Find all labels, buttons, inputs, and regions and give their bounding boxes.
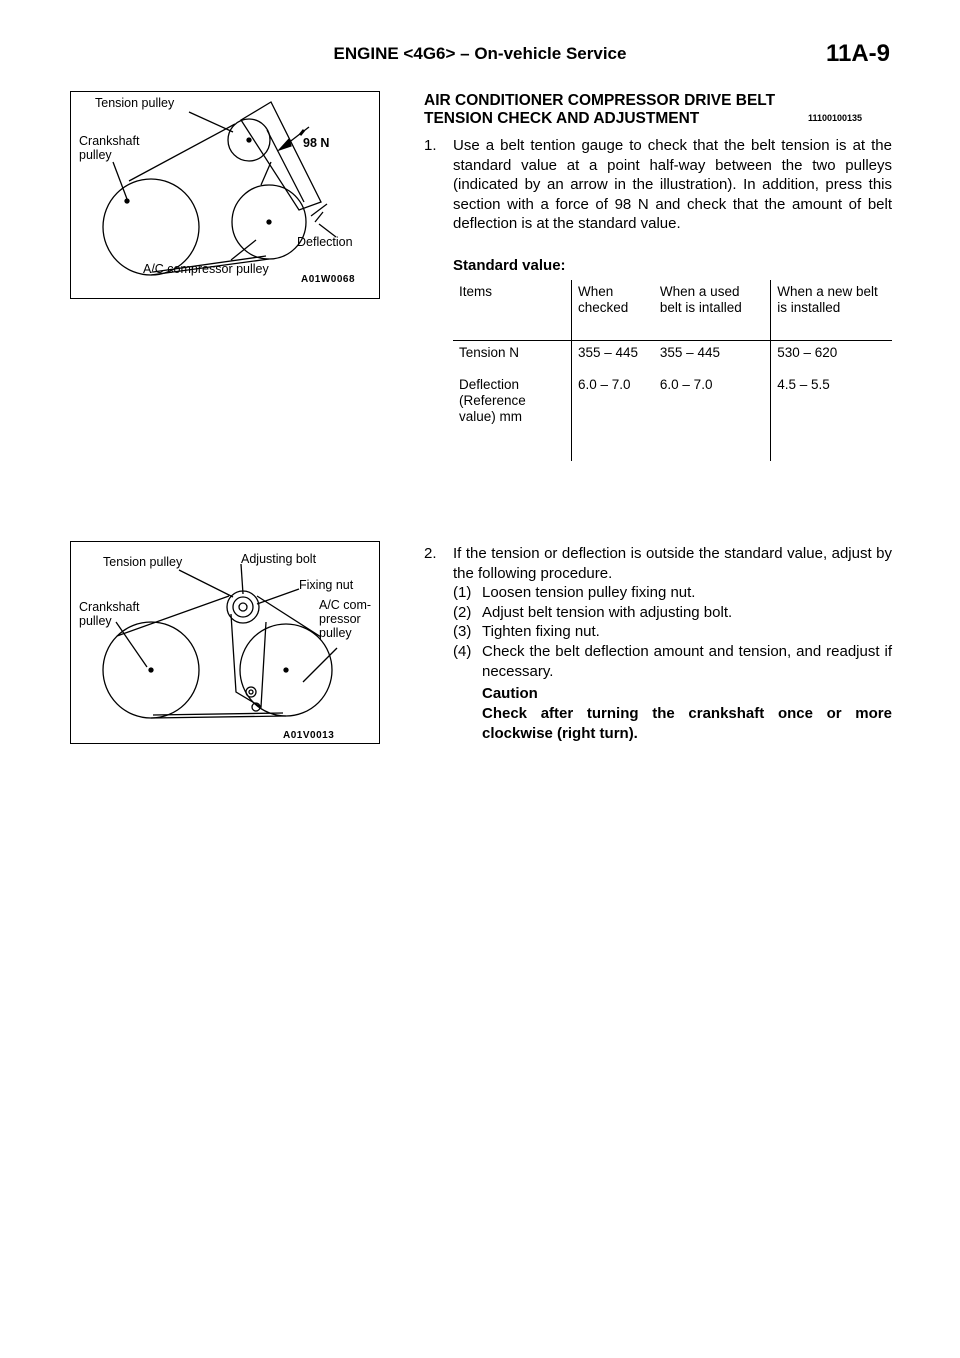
section-code: 11100100135 (808, 113, 863, 123)
tension-pulley-label: Tension pulley (95, 96, 175, 110)
table-cell (572, 341, 654, 462)
standard-value-label: Standard value: (453, 257, 566, 274)
table-cell-text: Tension N (459, 345, 520, 360)
force-label: 98 N (303, 136, 330, 150)
table-header-cell: When a used belt is intalled (654, 280, 771, 341)
table-cell (654, 341, 771, 462)
section-title-line1: AIR CONDITIONER COMPRESSOR DRIVE BELT (424, 92, 776, 109)
fixing-nut-label: Fixing nut (299, 578, 354, 592)
section-title-line2: TENSION CHECK AND ADJUSTMENT (424, 110, 700, 127)
substep-number: (2) (453, 604, 472, 621)
substep-number: (1) (453, 584, 472, 601)
step1-text: Use a belt tention gauge to check that the belt tension is at the standard value at a point half-way between the two pulleys (indicated by an arrow in the illustration). In addition, press this section with a force of 98 N and check that the amount of belt deflection is at the standard value. (453, 137, 892, 232)
ac-compressor-pulley-label-2: A/C com- pressor pulley (319, 598, 372, 640)
table-cell-text: Deflection (Reference value) mm (459, 377, 526, 424)
ac-compressor-pulley-label: A/C compressor pulley (143, 262, 269, 276)
tension-pulley-label-2: Tension pulley (103, 555, 183, 569)
substep-text: Tighten fixing nut. (482, 623, 600, 640)
table-header-cell: When checked (572, 280, 654, 341)
belt-tension-figure (70, 91, 380, 299)
table-cell (771, 341, 892, 462)
table-cell-text: 355 – 445 (659, 345, 720, 360)
table-cell-text: 6.0 – 7.0 (578, 377, 631, 392)
page-header-title: ENGINE <4G6> – On-vehicle Service (333, 44, 627, 63)
crankshaft-pulley-label-2: Crankshaft pulley (79, 600, 140, 628)
step2-number: 2. (424, 545, 437, 562)
substep-number: (3) (453, 623, 472, 640)
crankshaft-pulley-label: Crankshaft pulley (79, 134, 140, 162)
table-header-cell: Items (453, 280, 572, 341)
section-title (424, 92, 775, 128)
table-header-row (453, 280, 892, 341)
deflection-label: Deflection (297, 235, 353, 249)
table-cell-text: 355 – 445 (578, 345, 639, 360)
figure-code: A01W0068 (301, 274, 356, 285)
table-cell-text: 4.5 – 5.5 (777, 377, 830, 392)
substep-text: Adjust belt tension with adjusting bolt. (482, 604, 733, 621)
belt-adjustment-illustration (71, 542, 379, 743)
step2-text: If the tension or deflection is outside the standard value, adjust by the following procedure. (453, 545, 892, 582)
belt-adjustment-figure (70, 541, 380, 744)
adjusting-bolt-label: Adjusting bolt (241, 552, 317, 566)
substep-text: Loosen tension pulley fixing nut. (482, 584, 696, 601)
substep-text: Check the belt deflection amount and tension, and readjust if necessary. (482, 643, 892, 680)
caution-title: Caution (482, 685, 538, 702)
table-cell (453, 341, 572, 462)
table-row (453, 341, 892, 462)
table-cell-text: 530 – 620 (777, 345, 838, 360)
page-number: 11A-9 (825, 40, 890, 67)
standard-value-table (453, 280, 892, 461)
table-header-cell: When a new belt is installed (771, 280, 892, 341)
figure-code-2: A01V0013 (283, 730, 335, 741)
caution-text: Check after turning the crankshaft once or more clockwise (right turn). (482, 705, 892, 742)
substep-number: (4) (453, 643, 472, 660)
step1-number: 1. (424, 137, 437, 154)
table-cell-text: 6.0 – 7.0 (659, 377, 713, 392)
